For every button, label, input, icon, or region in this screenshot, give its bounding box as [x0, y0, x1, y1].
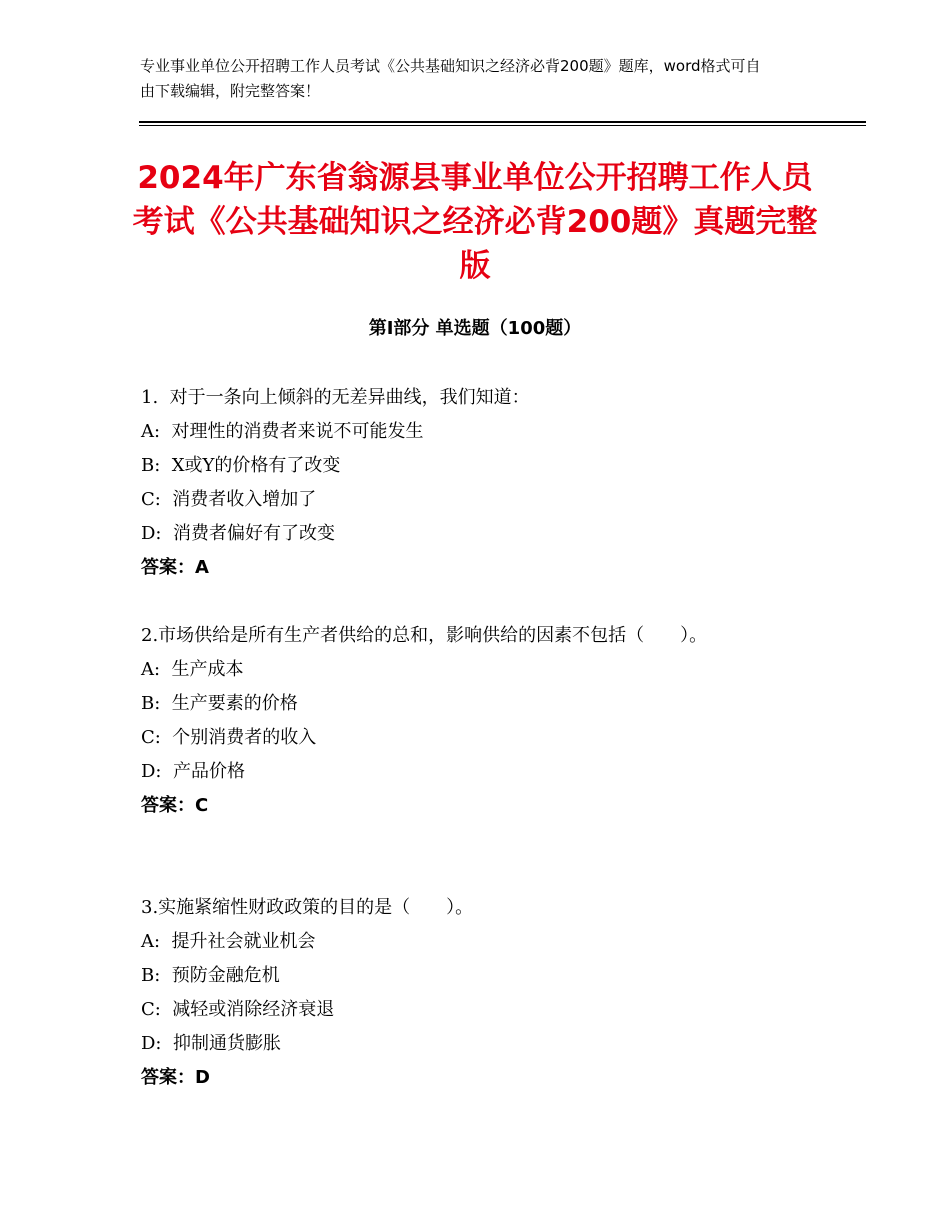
question-1	[141, 381, 841, 585]
option-d: D: 抑制通货膨胀	[141, 1033, 281, 1054]
option-c: C: 减轻或消除经济衰退	[141, 999, 335, 1020]
option-a: A: 对理性的消费者来说不可能发生	[141, 421, 424, 442]
question-stem: 3.实施紧缩性财政政策的目的是（ ）。	[141, 897, 474, 918]
option-c: C: 个别消费者的收入	[141, 727, 317, 748]
question-stem: 1. 对于一条向上倾斜的无差异曲线，我们知道：	[141, 387, 530, 408]
question-3	[141, 891, 841, 1095]
header-divider-thin	[139, 125, 866, 126]
option-b: B: 生产要素的价格	[141, 693, 298, 714]
option-a: A: 提升社会就业机会	[141, 931, 316, 952]
document-title: 2024年广东省翁源县事业单位公开招聘工作人员考试《公共基础知识之经济必背200题》真题完整版	[132, 160, 818, 284]
option-d: D: 消费者偏好有了改变	[141, 523, 335, 544]
question-stem: 2.市场供给是所有生产者供给的总和，影响供给的因素不包括（ ）。	[141, 625, 708, 646]
question-2	[141, 619, 841, 823]
option-c: C: 消费者收入增加了	[141, 489, 317, 510]
section-title: 第Ⅰ部分 单选题（100题）	[368, 318, 582, 339]
header-divider-thick	[139, 121, 866, 123]
answer: 答案：A	[141, 557, 209, 578]
header-note: 专业事业单位公开招聘工作人员考试《公共基础知识之经济必背200题》题库，word格式可自由下载编辑，附完整答案！	[140, 57, 761, 100]
option-b: B: X或Y的价格有了改变	[141, 455, 341, 476]
answer: 答案：D	[141, 1067, 210, 1088]
option-a: A: 生产成本	[141, 659, 244, 680]
answer: 答案：C	[141, 795, 209, 816]
option-d: D: 产品价格	[141, 761, 245, 782]
option-b: B: 预防金融危机	[141, 965, 280, 986]
